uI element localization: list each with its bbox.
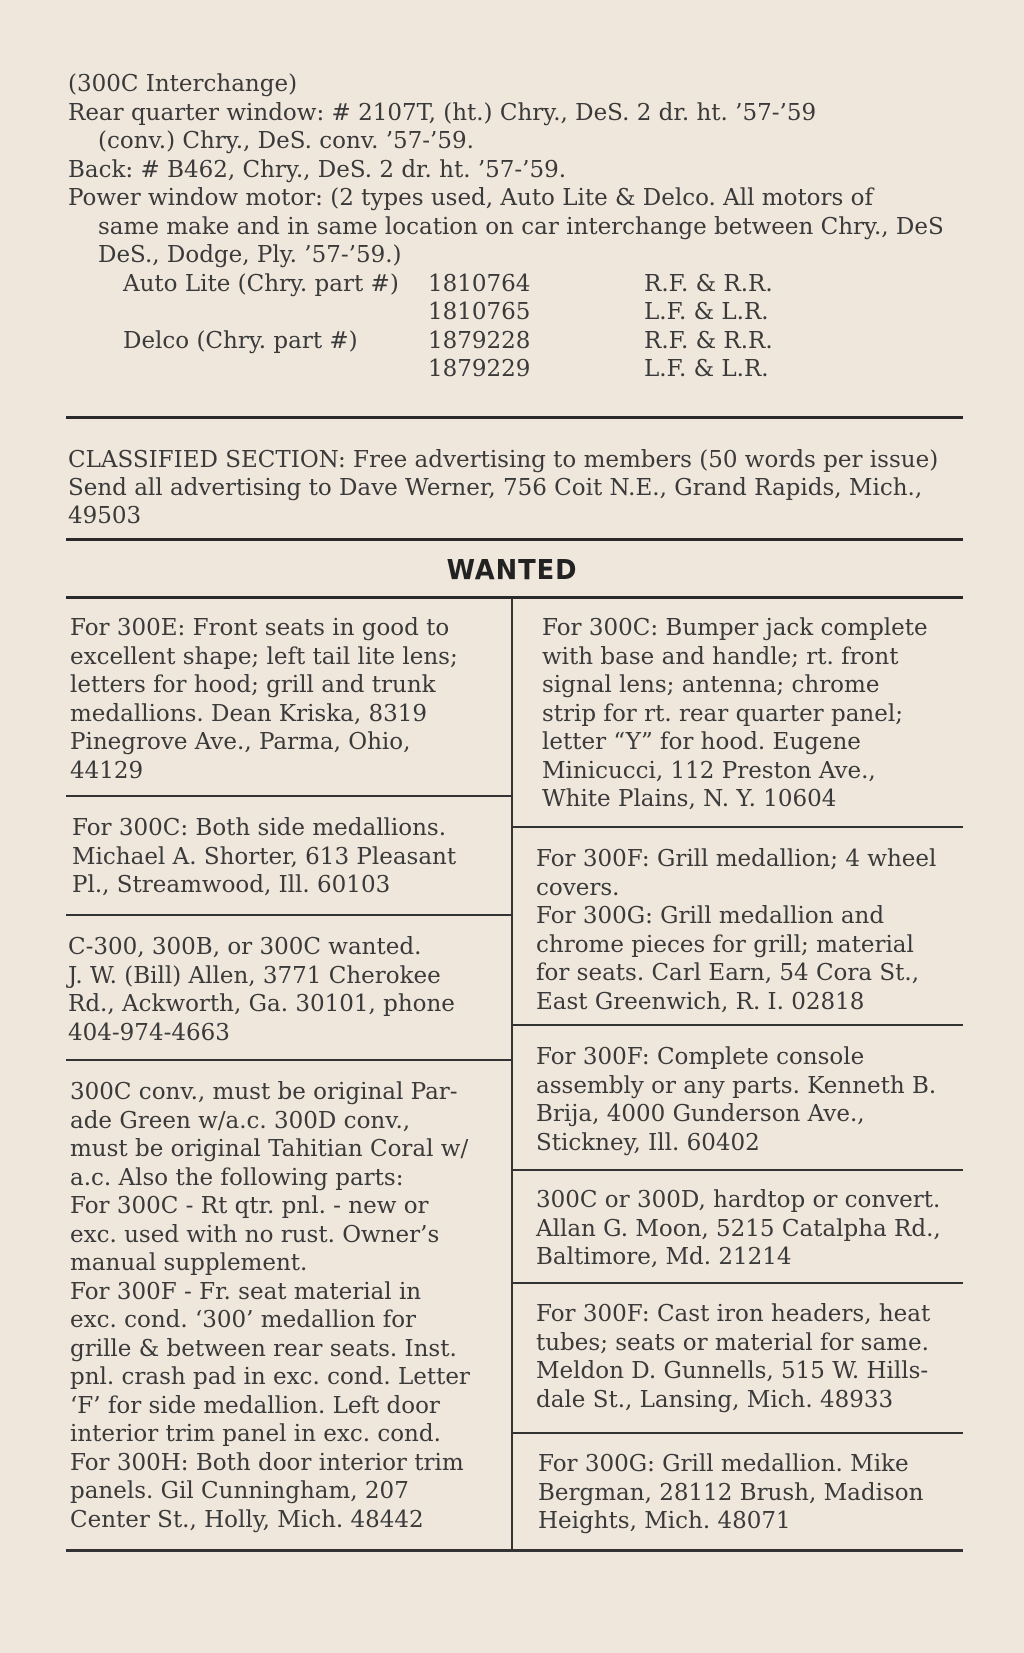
ad-line: Meldon D. Gunnells, 515 W. Hills- [536,1358,929,1384]
ad-line: Center St., Holly, Mich. 48442 [70,1506,424,1533]
part-position: L.F. & L.R. [644,299,769,325]
ad-line: ade Green w/a.c. 300D conv., [70,1107,411,1134]
ad-separator [511,1432,963,1434]
ad-line: Baltimore, Md. 21214 [536,1244,792,1270]
bottom-rule [66,1549,963,1552]
ad-line: For 300F: Cast iron headers, heat [536,1301,931,1327]
ad-line: excellent shape; left tail lite lens; [70,643,458,670]
part-number: 1810764 [428,270,531,297]
ad-line: East Greenwich, R. I. 02818 [536,988,865,1015]
ad-line: Brija, 4000 Gunderson Ave., [536,1101,865,1127]
ad-line: panels. Gil Cunningham, 207 [70,1478,409,1504]
ad-line: For 300F - Fr. seat material in [70,1278,422,1305]
column-divider [511,598,513,1550]
ad-line: Heights, Mich. 48071 [538,1508,791,1534]
ad-line: must be original Tahitian Coral w/ [70,1136,469,1162]
part-brand: Delco (Chry. part #) [123,327,358,354]
ad-line: with base and handle; rt. front [542,643,899,670]
classified-line: Send all advertising to Dave Werner, 756 Coit N.E., Grand Rapids, Mich., [68,475,923,501]
ad-line: White Plains, N. Y. 10604 [542,786,837,812]
ad-line: assembly or any parts. Kenneth B. [536,1072,937,1099]
classified-ad [70,1078,470,1534]
parts-row [68,270,968,299]
classified-notice [68,446,968,530]
ad-line: dale St., Lansing, Mich. 48933 [536,1386,894,1413]
ad-line: Pinegrove Ave., Parma, Ohio, [70,729,411,755]
interchange-heading: (300C Interchange) [68,71,298,97]
ad-separator [511,1169,963,1171]
interchange-section [68,70,968,384]
ad-line: ‘F’ for side medallion. Left door [70,1392,440,1419]
ad-line: strip for rt. rear quarter panel; [542,700,903,727]
classified-ad [68,933,455,1047]
ad-line: 300C or 300D, hardtop or convert. [536,1187,941,1213]
part-brand [123,355,428,384]
ad-line: Pl., Streamwood, Ill. 60103 [72,872,391,898]
ad-line: 300C conv., must be original Par- [70,1079,458,1105]
ad-line: manual supplement. [70,1250,308,1276]
part-brand: Auto Lite (Chry. part #) [123,270,399,297]
part-position: R.F. & R.R. [644,270,773,297]
ad-separator [66,914,512,916]
ad-line: Allan G. Moon, 5215 Catalpha Rd., [536,1215,941,1242]
ad-line: For 300C - Rt qtr. pnl. - new or [70,1193,429,1219]
ad-line: For 300G: Grill medallion. Mike [538,1451,909,1477]
wanted-heading: WANTED [446,553,578,586]
ad-line: letters for hood; grill and trunk [70,672,436,698]
ad-line: For 300G: Grill medallion and [536,903,885,929]
ad-line: tubes; seats or material for same. [536,1329,929,1356]
ad-line: exc. cond. ‘300’ medallion for [70,1307,417,1333]
classified-ad [536,1043,936,1157]
power-window-line: DeS., Dodge, Ply. ’57-’59.) [98,242,402,268]
parts-row [68,298,968,327]
ad-line: covers. [536,874,620,901]
ad-separator [511,826,963,828]
ad-line: a.c. Also the following parts: [70,1164,404,1191]
ad-line: Michael A. Shorter, 613 Pleasant [72,843,457,870]
ad-line: J. W. (Bill) Allen, 3771 Cherokee [68,962,441,989]
ad-line: for seats. Carl Earn, 54 Cora St., [536,960,920,986]
part-position: L.F. & L.R. [644,356,769,382]
rear-quarter-line: Rear quarter window: # 2107T, (ht.) Chry., DeS. 2 dr. ht. ’57-’59 [68,99,817,126]
ad-separator [66,1059,512,1061]
ad-line: 44129 [70,757,144,784]
section-divider [66,416,963,419]
part-number: 1879228 [428,327,531,354]
part-number: 1810765 [428,299,531,325]
ad-separator [66,795,512,797]
ad-line: Minicucci, 112 Preston Ave., [542,757,876,784]
ad-line: For 300F: Grill medallion; 4 wheel [536,846,937,872]
ad-line: medallions. Dean Kriska, 8319 [70,700,428,727]
ad-line: C-300, 300B, or 300C wanted. [68,934,422,960]
power-window-line: Power window motor: (2 types used, Auto Lite & Delco. All motors of [68,185,873,211]
power-window-line: same make and in same location on car interchange between Chry., DeS [98,213,944,240]
section-divider [66,596,963,599]
ad-separator [511,1282,963,1284]
classified-ad [70,614,458,785]
back-line: Back: # B462, Chry., DeS. 2 dr. ht. ’57-’59. [68,156,567,183]
part-brand [123,298,428,327]
ad-line: grille & between rear seats. Inst. [70,1335,457,1362]
ad-separator [511,1024,963,1026]
classified-ad [536,1300,930,1414]
classified-ad [72,814,456,900]
classified-ad [536,1186,941,1272]
part-number: 1879229 [428,356,531,382]
ad-line: For 300C: Bumper jack complete [542,615,928,641]
parts-row [68,355,968,384]
ad-line: Bergman, 28112 Brush, Madison [538,1479,924,1506]
rear-quarter-line: (conv.) Chry., DeS. conv. ’57-’59. [98,128,474,154]
ad-line: For 300H: Both door interior trim [70,1449,464,1476]
section-divider [66,538,963,541]
classified-ad [538,1450,923,1536]
ad-line: pnl. crash pad in exc. cond. Letter [70,1364,470,1390]
ad-line: For 300F: Complete console [536,1044,865,1070]
ad-line: 404-974-4663 [68,1019,230,1046]
ad-line: For 300C: Both side medallions. [72,815,447,841]
parts-row [68,327,968,356]
ad-line: interior trim panel in exc. cond. [70,1421,441,1447]
ad-line: exc. used with no rust. Owner’s [70,1221,440,1248]
ad-line: Rd., Ackworth, Ga. 30101, phone [68,991,455,1017]
classified-ad [542,614,928,814]
classified-line: 49503 [68,503,142,529]
ad-line: chrome pieces for grill; material [536,931,914,958]
ad-line: letter “Y” for hood. Eugene [542,729,861,755]
classified-line: CLASSIFIED SECTION: Free advertising to members (50 words per issue) [68,447,939,473]
classified-ad [536,845,936,1016]
ad-line: Stickney, Ill. 60402 [536,1129,760,1156]
ad-line: signal lens; antenna; chrome [542,672,880,698]
part-position: R.F. & R.R. [644,327,773,354]
ad-line: For 300E: Front seats in good to [70,615,450,641]
